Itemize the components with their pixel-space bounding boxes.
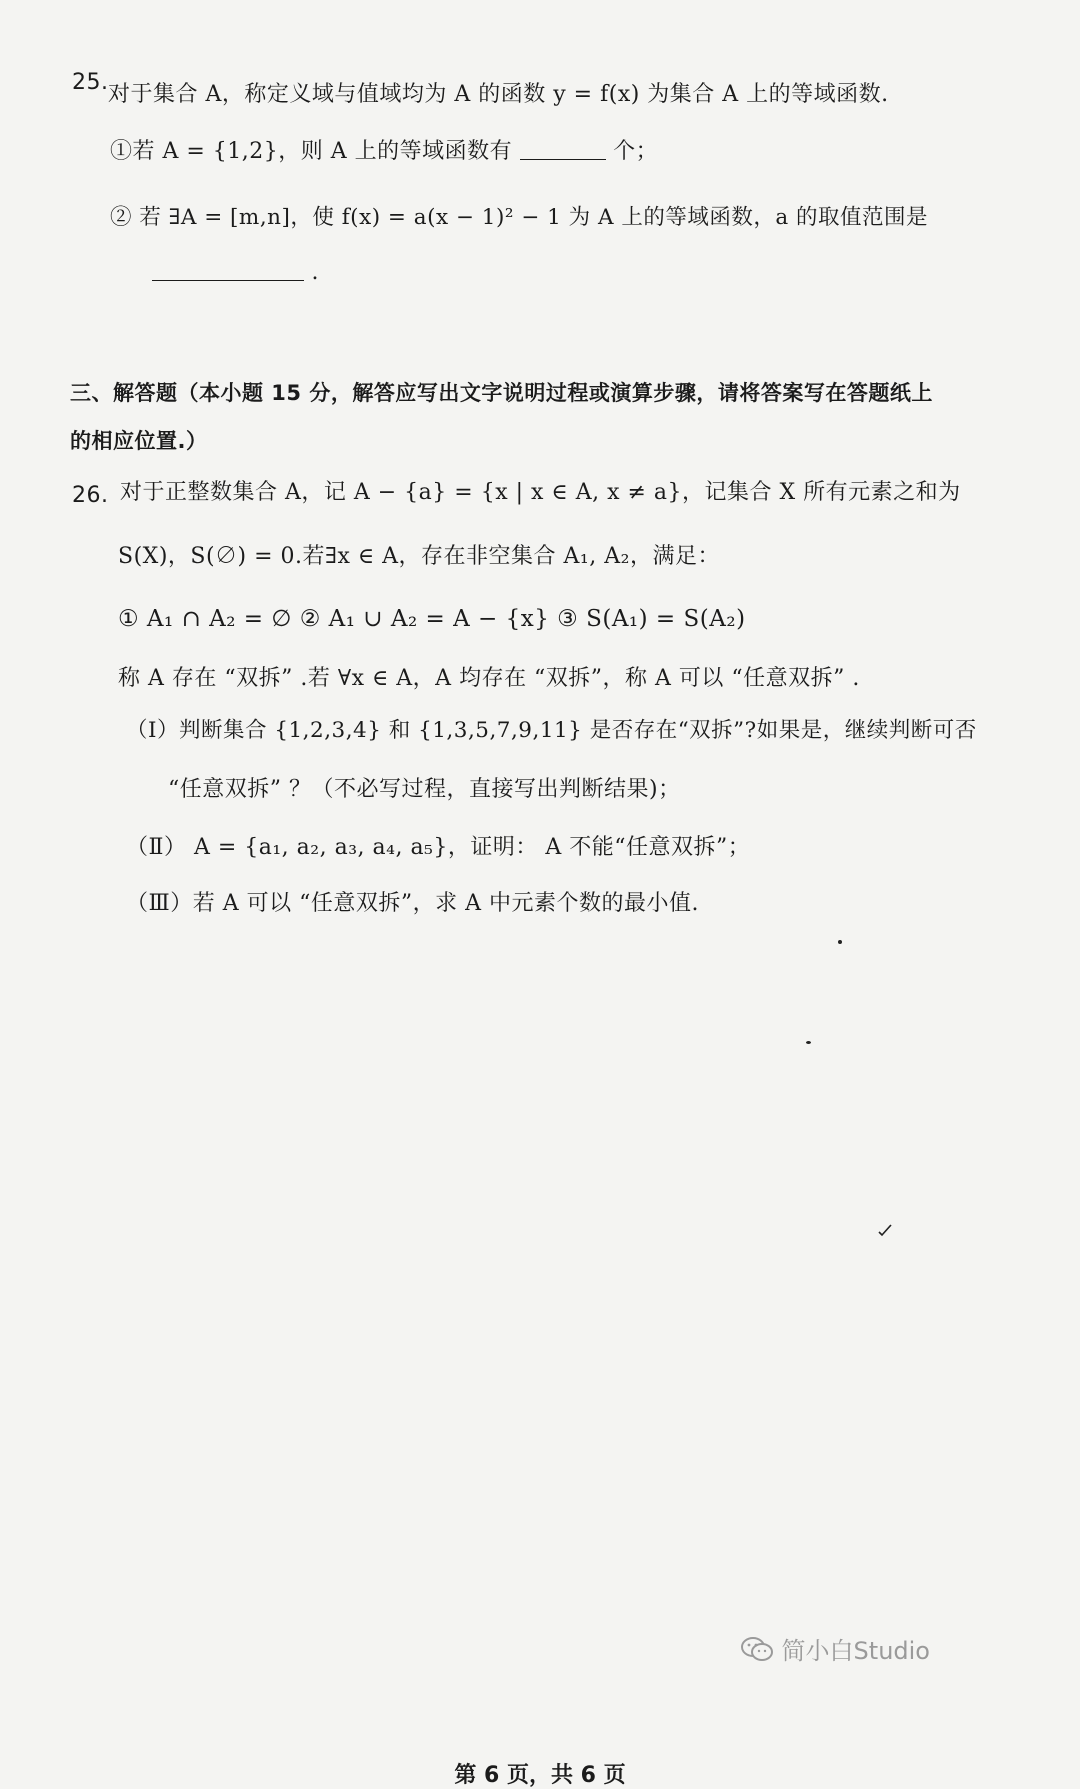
q25-part2-text: ② 若 ∃A = [m,n]，使 f(x) = a(x − 1)² − 1 为 A 上的等域函数，a 的取值范围是 xyxy=(110,205,929,230)
q25-stem: 对于集合 A，称定义域与值域均为 A 的函数 y = f(x) 为集合 A 上的等域函数. xyxy=(108,82,889,107)
q26-part2: （Ⅱ） A = {a₁, a₂, a₃, a₄, a₅}，证明： A 不能“任意双拆”； xyxy=(126,835,751,860)
watermark xyxy=(740,1631,930,1666)
q25-part1-answer-blank[interactable] xyxy=(520,139,606,160)
q26-line1: 对于正整数集合 A，记 A − {a} = {x | x ∈ A, x ≠ a}，记集合 X 所有元素之和为 xyxy=(120,480,961,505)
wechat-icon xyxy=(740,1636,774,1662)
page-footer: 第 6 页，共 6 页 xyxy=(454,1763,626,1788)
scan-speck xyxy=(806,1041,811,1044)
q26-number: 26. xyxy=(72,483,109,508)
watermark-text: 简小白Studio xyxy=(781,1637,930,1665)
section3-heading-line2: 的相应位置.） xyxy=(70,429,208,453)
q26-part3: （Ⅲ）若 A 可以 “任意双拆”，求 A 中元素个数的最小值. xyxy=(126,891,699,916)
q25-part2-answer xyxy=(152,258,319,288)
q26-part1-line1: （Ⅰ）判断集合 {1,2,3,4} 和 {1,3,5,7,9,11} 是否存在“双拆”?如果是，继续判断可否 xyxy=(126,718,977,743)
q26-conditions: ① A₁ ∩ A₂ = ∅ ② A₁ ∪ A₂ = A − {x} ③ S(A₁) = S(A₂) xyxy=(118,606,746,632)
q25-part2-answer-blank[interactable] xyxy=(152,260,304,281)
q25-part1 xyxy=(110,137,658,167)
q25-part1-text: ①若 A = {1,2}，则 A 上的等域函数有 xyxy=(110,139,513,164)
q26-part1-line2: “任意双拆” ？（不必写过程，直接写出判断结果)； xyxy=(168,777,681,802)
q25-part2-tail: . xyxy=(311,260,319,285)
q26-line2: S(X)，S(∅) = 0.若∃x ∈ A，存在非空集合 A₁, A₂，满足： xyxy=(118,544,720,569)
scan-speck xyxy=(838,940,842,944)
section3-heading-line1: 三、解答题（本小题 15 分，解答应写出文字说明过程或演算步骤，请将答案写在答题纸上 xyxy=(70,381,933,405)
q26-definition: 称 A 存在 “双拆” .若 ∀x ∈ A，A 均存在 “双拆”，称 A 可以 “任意双拆” . xyxy=(118,666,860,691)
q25-number: 25. xyxy=(72,70,109,95)
scan-tick-mark xyxy=(878,1222,892,1236)
q25-part1-tail: 个； xyxy=(613,139,659,164)
